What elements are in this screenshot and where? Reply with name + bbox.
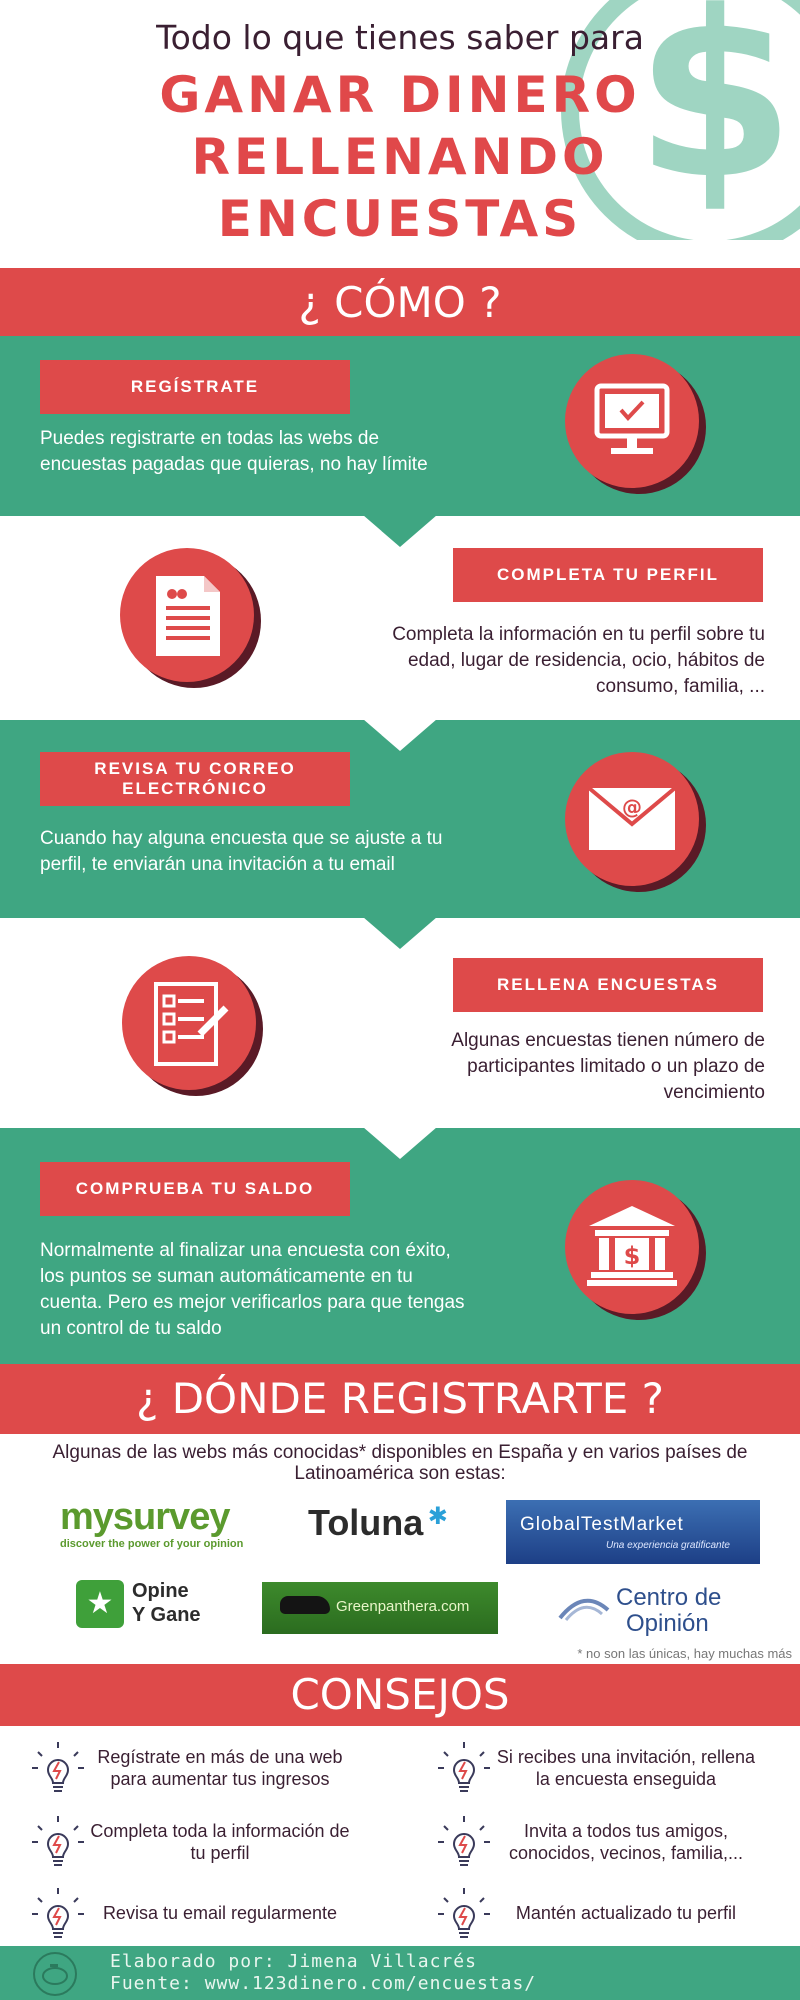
section-notch (363, 719, 437, 751)
mysurvey-logo-text: mysurvey (60, 1496, 230, 1538)
survey-checklist-icon (122, 956, 256, 1090)
step-4-label: RELLENA ENCUESTAS (453, 958, 763, 1012)
title-line-3: ENCUESTAS (217, 190, 583, 248)
step-3-label: REVISA TU CORREO ELECTRÓNICO (40, 752, 350, 806)
donde-band (0, 1364, 800, 1434)
section-arrow (363, 515, 437, 547)
title-line-2: RELLENANDO (191, 128, 609, 186)
lightbulb-icon (30, 1814, 86, 1870)
globaltestmarket-logo[interactable] (506, 1500, 760, 1564)
step-3-text: Cuando hay alguna encuesta que se ajuste a tu perfil, te enviarán una invitación a tu email (40, 828, 443, 875)
step-4-circle (122, 956, 256, 1090)
svg-text:$: $ (623, 1242, 641, 1270)
como-band (0, 268, 800, 336)
greenpanthera-text: Greenpanthera.com (336, 1598, 470, 1615)
donde-title: ¿ DÓNDE REGISTRARTE ? (136, 1374, 664, 1423)
consejos-band (0, 1664, 800, 1726)
mysurvey-logo[interactable] (60, 1496, 250, 1560)
step-2-label: COMPLETA TU PERFIL (453, 548, 763, 602)
title-line-1: GANAR DINERO (159, 66, 641, 124)
consejos-title: CONSEJOS (290, 1670, 510, 1719)
lightbulb-icon (30, 1886, 86, 1942)
logos-note: * no son las únicas, hay muchas más (577, 1646, 792, 1661)
profile-document-icon (120, 548, 254, 682)
panther-icon (280, 1596, 330, 1614)
opineygane-logo[interactable] (76, 1576, 216, 1636)
bank-building-icon (565, 1180, 699, 1314)
footer (0, 1946, 800, 2000)
header (0, 0, 800, 268)
header-subtitle: Todo lo que tienes saber para (156, 18, 644, 57)
cdo-line2: Opinión (626, 1610, 709, 1637)
step-3-circle (565, 752, 699, 886)
step-2-text: Completa la información en tu perfil sobre tu edad, lugar de residencia, ocio, hábitos de consumo, familia, ... (392, 624, 765, 697)
step-4-text: Algunas encuestas tienen número de participantes limitado o un plazo de vencimiento (451, 1030, 765, 1103)
gtm-tagline: Una experiencia gratificante (606, 1540, 730, 1551)
step-2-circle (120, 548, 254, 682)
lightbulb-icon (436, 1814, 492, 1870)
tip-text: Si recibes una invitación, rellena la encuesta enseguida (496, 1747, 756, 1789)
piggy-bank-icon (30, 1951, 80, 1997)
lightbulb-icon (436, 1740, 492, 1796)
lightbulb-icon (436, 1886, 492, 1942)
footer-author: Elaborado por: Jimena Villacrés (110, 1951, 477, 1972)
tip-text: Regístrate en más de una web para aumentar tus ingresos (97, 1747, 343, 1789)
section-notch (363, 1127, 437, 1159)
tip-text: Completa toda la información de tu perfil (90, 1821, 350, 1863)
sparkle-icon: ✱ (427, 1503, 448, 1530)
tip-text: Invita a todos tus amigos, conocidos, vecinos, familia,... (508, 1821, 744, 1863)
lightbulb-icon (30, 1740, 86, 1796)
step-5-text: Normalmente al finalizar una encuesta con éxito, los puntos se suman automáticamente en tu cuenta. Pero es mejor verificarlos para que tengas un control de tu saldo (40, 1240, 465, 1339)
como-title: ¿ CÓMO ? (298, 278, 502, 327)
opine-line1: Opine (132, 1580, 189, 1602)
step-1-circle (565, 354, 699, 488)
footer-source[interactable]: Fuente: www.123dinero.com/encuestas/ (110, 1973, 537, 1994)
step-1-text: Puedes registrarte en todas las webs de encuestas pagadas que quieras, no hay límite (40, 428, 428, 475)
centrodeopinion-logo[interactable] (556, 1580, 756, 1640)
tip-text: Mantén actualizado tu perfil (515, 1903, 737, 1923)
step-5-label: COMPRUEBA TU SALDO (40, 1162, 350, 1216)
cdo-line1: Centro de (616, 1584, 722, 1611)
svg-text:$: $ (634, 0, 796, 230)
centro-opinion-icon (556, 1594, 612, 1624)
email-envelope-icon (565, 752, 699, 886)
donde-intro: Algunas de las webs más conocidas* disponibles en España y en varios países de Latinoamérica son estas: (52, 1442, 748, 1484)
toluna-logo-text: Toluna (308, 1502, 424, 1543)
step-5-circle (565, 1180, 699, 1314)
opine-line2: Y Gane (132, 1604, 201, 1626)
step-1-label: REGÍSTRATE (40, 360, 350, 414)
greenpanthera-logo[interactable] (262, 1582, 498, 1634)
star-badge-icon: ★ (76, 1580, 124, 1628)
section-arrow (363, 917, 437, 949)
monitor-check-icon (565, 354, 699, 488)
svg-text:@: @ (622, 795, 642, 819)
tip-text: Revisa tu email regularmente (102, 1903, 338, 1923)
mysurvey-tagline: discover the power of your opinion (60, 1538, 244, 1550)
gtm-logo-text: GlobalTestMarket (520, 1514, 684, 1535)
toluna-logo[interactable] (308, 1502, 478, 1548)
